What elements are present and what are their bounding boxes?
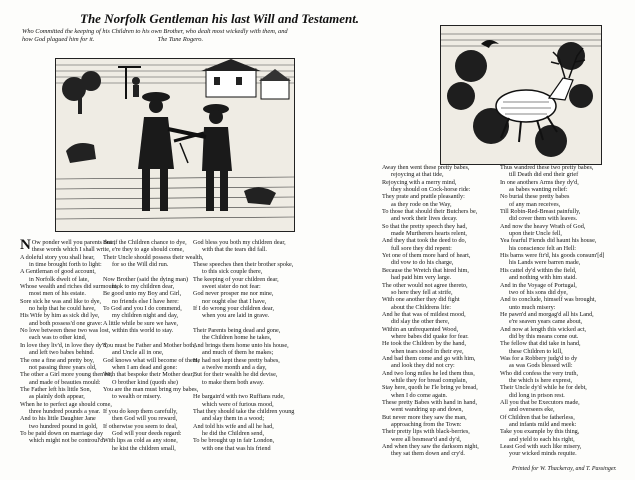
verse-line: his Lands were barren made, bbox=[509, 259, 581, 267]
verse-line: And two long miles he led them thus, bbox=[382, 369, 475, 377]
verse-line: No love between these two was lost, bbox=[20, 327, 111, 335]
verse-line: they sat them down and cry'd. bbox=[391, 450, 465, 458]
verse-line: Yea fearful Fiends did haunt his house, bbox=[500, 237, 597, 245]
verse-line: a twelve month and a day, bbox=[202, 363, 267, 371]
verse-line: No burial these pretty babes bbox=[500, 193, 570, 201]
verse-line: And now the heavy Wrath of God, bbox=[500, 222, 586, 230]
verse-line: made Murtherers hearts relent, bbox=[391, 230, 467, 238]
verse-line: and yield to each his right, bbox=[509, 435, 575, 443]
verse-line: With one another they did fight bbox=[382, 296, 460, 304]
verse-line: The one a fine and pretty boy, bbox=[20, 356, 94, 364]
verse-line: And brings them home unto his house, bbox=[193, 341, 289, 349]
verse-line: his conscience felt an Hell: bbox=[509, 244, 577, 252]
verse-line: to this sick couple there, bbox=[202, 268, 263, 276]
verse-line: upon their Uncle fell, bbox=[509, 230, 562, 238]
verse-line: Yet one of them more hard of heart, bbox=[382, 252, 471, 260]
verse-line: Now Brother (said the dying man) bbox=[103, 275, 189, 283]
verse-line: two of his sons did dye, bbox=[509, 288, 568, 296]
verse-line: so here they fell at strife, bbox=[391, 288, 453, 296]
verse-line: not passing three years old, bbox=[29, 363, 97, 371]
verse-line: with that the tears did fall. bbox=[202, 246, 267, 254]
verse-line: Their Parents being dead and gone, bbox=[193, 327, 281, 335]
verse-line: two hundred pound in gold, bbox=[29, 422, 98, 430]
verse-line: A little while be sure we have, bbox=[103, 319, 179, 327]
verse-line: then God will you reward, bbox=[112, 415, 178, 423]
verse-line: Because the Wretch that hired him, bbox=[382, 266, 469, 274]
verse-line: Thus wandred these two pretty babes, bbox=[500, 164, 594, 171]
verse-line: That they should take the children young bbox=[193, 407, 295, 415]
verse-line: as plainly doth appear, bbox=[29, 393, 85, 401]
verse-line bbox=[193, 320, 294, 327]
verse-line: as babes wanting relief: bbox=[509, 186, 568, 194]
verse-line: and infants mild and meek: bbox=[509, 421, 577, 429]
verse-line: If otherwise you seem to deal, bbox=[103, 422, 178, 430]
verse-line: Within an unfrequented Wood, bbox=[382, 325, 459, 333]
drop-cap: N bbox=[20, 237, 31, 253]
verse-line: he kist the children small, bbox=[112, 444, 176, 452]
verse-line: had paid him very large. bbox=[391, 274, 452, 282]
verse-line: Their Uncle should possess their wealth, bbox=[103, 253, 204, 261]
verse-line: The keeping of your children dear, bbox=[193, 275, 279, 283]
printer-imprint: Printed for W. Thackeray, and T. Passinger. bbox=[512, 466, 617, 472]
verse-line: about the Childrens life: bbox=[391, 303, 451, 311]
broadside-subtitle bbox=[22, 28, 422, 44]
verse-line: With lips as cold as any stone, bbox=[103, 437, 178, 445]
verse-line: If I do wrong your children dear, bbox=[193, 305, 275, 313]
verse-line: All you that be Executors made, bbox=[500, 399, 580, 406]
verse-line: and left two babes behind. bbox=[29, 349, 95, 357]
verse-line: sweet sister do not fear: bbox=[202, 283, 261, 291]
verse-line: Away then went these pretty babes, bbox=[382, 164, 470, 171]
ballad-column-5 bbox=[500, 164, 604, 458]
verse-line: as was Gods blessed will: bbox=[509, 362, 573, 370]
verse-line: O brother kind (quoth she) bbox=[112, 378, 178, 386]
verse-line: In one anothers Arms they dy'd, bbox=[500, 178, 579, 186]
verse-line: and nothing with him staid. bbox=[509, 274, 577, 282]
verse-line: did slay the other there, bbox=[391, 318, 450, 326]
verse-line: He bargain'd with two Ruffians rude, bbox=[193, 393, 285, 401]
verse-line: You must be Father and Mother both, bbox=[103, 341, 196, 349]
verse-line: God bless you both my children dear, bbox=[193, 239, 286, 246]
verse-line: And now at length this wicked act, bbox=[500, 325, 587, 333]
verse-line: each was to other kind, bbox=[29, 334, 87, 342]
verse-line: rejoycing at that tide, bbox=[391, 171, 444, 179]
verse-line: Sore sick he was and like to dye, bbox=[20, 297, 102, 305]
verse-line: and slay them in a wood; bbox=[202, 415, 265, 423]
woodcut-deer-svg bbox=[441, 26, 601, 164]
verse-line: no friends else I have here: bbox=[112, 297, 179, 305]
verse-line: full sore they did repent: bbox=[391, 244, 452, 252]
verse-line: they should on Cock-horse ride: bbox=[391, 186, 471, 194]
verse-line: went wandring up and down, bbox=[391, 406, 464, 414]
verse-line: They prate and prattle pleasantly: bbox=[382, 193, 465, 201]
verse-line: Was for a Robbery judg'd to dy bbox=[500, 354, 578, 362]
verse-line: The other a Girl more young then he, bbox=[20, 371, 113, 379]
verse-line: no help that he could have, bbox=[29, 305, 96, 313]
verse-line: did vow to do his charge, bbox=[391, 259, 454, 267]
verse-line: These speeches then their brother spoke, bbox=[193, 261, 294, 269]
verse-line: And told his wife and all he had, bbox=[193, 422, 274, 430]
verse-line: which were of furious mood, bbox=[202, 400, 274, 408]
verse-line: To be brought up in fair London, bbox=[193, 437, 275, 445]
verse-line: these Children to kill, bbox=[509, 347, 563, 355]
verse-line bbox=[103, 268, 203, 275]
verse-line: He pawn'd and morgag'd all his Land, bbox=[500, 310, 594, 318]
verse-line: But never more they saw the man, bbox=[382, 413, 467, 421]
verse-line: your wicked minds requite. bbox=[509, 450, 577, 458]
verse-line: with one that was his friend bbox=[202, 444, 271, 452]
verse-line: within this world to stay. bbox=[112, 327, 174, 335]
verse-line: God will your deeds regard: bbox=[112, 429, 182, 437]
verse-line: So that the pretty speech they had, bbox=[382, 222, 468, 230]
verse-line: unto much misery: bbox=[509, 303, 556, 311]
woodcut-deer-image bbox=[440, 25, 602, 165]
verse-line: did long in prison rest. bbox=[509, 391, 565, 399]
verse-line: look to my children dear, bbox=[112, 283, 175, 291]
verse-line: But for their wealth he did devise, bbox=[193, 371, 278, 379]
verse-line: did by this means come out. bbox=[509, 332, 579, 340]
verse-line: were all besmear'd and dy'd, bbox=[391, 435, 462, 443]
verse-line: when I do come again. bbox=[391, 391, 448, 399]
verse-line: A Gentleman of good account, bbox=[20, 268, 96, 276]
verse-line: And to conclude, himself was brought, bbox=[500, 296, 597, 304]
verse-line: and work their lives decay. bbox=[391, 215, 458, 223]
verse-line: Take you example by this thing, bbox=[500, 428, 580, 436]
verse-line: nor ought else that I have, bbox=[202, 297, 267, 305]
verse-line: If you do keep them carefully, bbox=[103, 407, 178, 415]
verse-line: The Father left his little Son, bbox=[20, 385, 92, 393]
verse-line: approaching from the Town: bbox=[391, 421, 462, 429]
verse-line: The other would not agree thereto, bbox=[382, 281, 468, 289]
verse-line: e're seaven years came about, bbox=[509, 318, 583, 326]
broadside-title: The Norfolk Gentleman his last Will and Testament. bbox=[80, 11, 360, 26]
verse-line: And in the Voyage of Portugal, bbox=[500, 281, 577, 289]
tune-name: The Tune Rogero. bbox=[157, 36, 204, 43]
ballad-column-4 bbox=[382, 164, 479, 458]
verse-line: and overseers eke, bbox=[509, 406, 555, 414]
subtitle-line-1: Who Committed the keeping of his Children to his own Brother, who dealt most wickedly with them, and bbox=[22, 28, 288, 35]
verse-line: And to his little Daughter Jane bbox=[20, 415, 96, 423]
woodcut-struggle-image bbox=[55, 58, 295, 232]
verse-line: To be paid down on marriage day bbox=[20, 429, 104, 437]
verse-line: When he to perfect age should come, bbox=[20, 400, 112, 408]
verse-line: And they that took the deed to do, bbox=[382, 237, 467, 245]
verse-line: and much of them he makes; bbox=[202, 349, 274, 357]
verse-line: my children night and day, bbox=[112, 312, 179, 320]
verse-line: e're they to age should come, bbox=[112, 246, 184, 254]
verse-line: And when they saw the darksom night, bbox=[382, 443, 479, 451]
verse-line: N Ow ponder well you parents dear, bbox=[20, 237, 116, 253]
verse-line: when you are laid in grave. bbox=[202, 312, 270, 320]
verse-line: You are the man must bring my babes, bbox=[103, 385, 199, 393]
verse-line: and made of beauties mould: bbox=[29, 378, 101, 386]
verse-line: the Children home he takes, bbox=[202, 334, 272, 342]
verse-line: The fellow that did take in hand, bbox=[500, 340, 581, 348]
verse-line: when I am dead and gone: bbox=[112, 363, 178, 371]
verse-line: which might not be controul'd: bbox=[29, 437, 106, 445]
verse-line: To God and you I do commend, bbox=[103, 305, 182, 313]
verse-line: God never prosper me nor mine, bbox=[193, 290, 274, 298]
ballad-column-2 bbox=[103, 239, 203, 452]
verse-line: and look they did not cry: bbox=[391, 362, 455, 370]
verse-line: Least God with such like misery, bbox=[500, 443, 582, 451]
verse-line: for so the Will did run. bbox=[112, 261, 169, 269]
verse-line: as they rode on the Way, bbox=[391, 200, 452, 208]
verse-line: Of Children that be fatherless, bbox=[500, 413, 575, 421]
verse-line: Their pretty lips with black-berries, bbox=[382, 428, 470, 436]
ballad-column-3 bbox=[193, 239, 294, 452]
verse-line: His barns were fir'd, his goods consum'[d] bbox=[500, 252, 605, 260]
verse-line bbox=[193, 386, 294, 393]
verse-line: Rejoycing with a merry mind, bbox=[382, 178, 457, 186]
subtitle-line-2: how God plagued him for it. bbox=[22, 36, 95, 43]
verse-line bbox=[193, 254, 294, 261]
verse-line: A doleful story you shall hear, bbox=[20, 253, 95, 261]
verse-line: He took the Children by the hand, bbox=[382, 340, 467, 348]
verse-line: Whose wealth and riches did surmount, bbox=[20, 283, 118, 291]
verse-line: His Wife by him as sick did lye, bbox=[20, 312, 100, 320]
verse-line: He had not kept these pretty babes, bbox=[193, 356, 280, 364]
verse-line: to make them both away. bbox=[202, 378, 264, 386]
verse-line: And he that was of mildest mood, bbox=[382, 310, 466, 318]
verse-line: And bad them come and go with him, bbox=[382, 354, 476, 362]
verse-line: In love they liv'd, in love they dy'd, bbox=[20, 341, 108, 349]
verse-line: till Death did end their grief bbox=[509, 171, 579, 179]
verse-line: these words which I shall write, bbox=[31, 246, 111, 254]
verse-line bbox=[103, 334, 203, 341]
verse-line: To those that should their Butchers be, bbox=[382, 208, 478, 216]
verse-line: where babes did quake for fear. bbox=[391, 332, 469, 340]
verse-line: Their Uncle dy'd while he for debt, bbox=[500, 384, 587, 392]
verse-line: the which is here exprest, bbox=[509, 376, 573, 384]
verse-line: God knows what will become of them, bbox=[103, 356, 200, 364]
verse-line: did cover them with leaves. bbox=[509, 215, 578, 223]
woodcut-struggle-svg bbox=[56, 59, 294, 231]
verse-line bbox=[103, 401, 203, 408]
verse-line: he did the Children send, bbox=[202, 429, 265, 437]
verse-line: and both possess'd one grave: bbox=[29, 319, 103, 327]
verse-line: of any man receives, bbox=[509, 200, 561, 208]
verse-line: in Norfolk dwelt of late, bbox=[29, 275, 89, 283]
verse-line: With that bespoke their Mother dear, bbox=[103, 371, 194, 379]
verse-line: while they for bread complain, bbox=[391, 376, 468, 384]
verse-line: His cattel dy'd within the field, bbox=[500, 266, 577, 274]
verse-line: Till Robin-Red-Breast painfully, bbox=[500, 208, 581, 216]
verse-line: most men of his estate. bbox=[29, 290, 86, 298]
verse-line: Who did confess the very truth, bbox=[500, 369, 579, 377]
verse-line: But if the Children chance to dye, bbox=[103, 239, 187, 246]
verse-line: in time brought forth to light: bbox=[29, 261, 102, 269]
verse-line: three hundred pounds a year. bbox=[29, 407, 101, 415]
verse-line: and Uncle all in one, bbox=[112, 349, 164, 357]
verse-line: Be good unto my Boy and Girl, bbox=[103, 290, 182, 298]
verse-line: when tears stood in their eye, bbox=[391, 347, 464, 355]
verse-line: These pretty Babes with hand in hand, bbox=[382, 399, 478, 406]
verse-line: to wealth or misery. bbox=[112, 393, 162, 401]
verse-line: Stay here, quoth he I'le bring ye bread, bbox=[382, 384, 478, 392]
